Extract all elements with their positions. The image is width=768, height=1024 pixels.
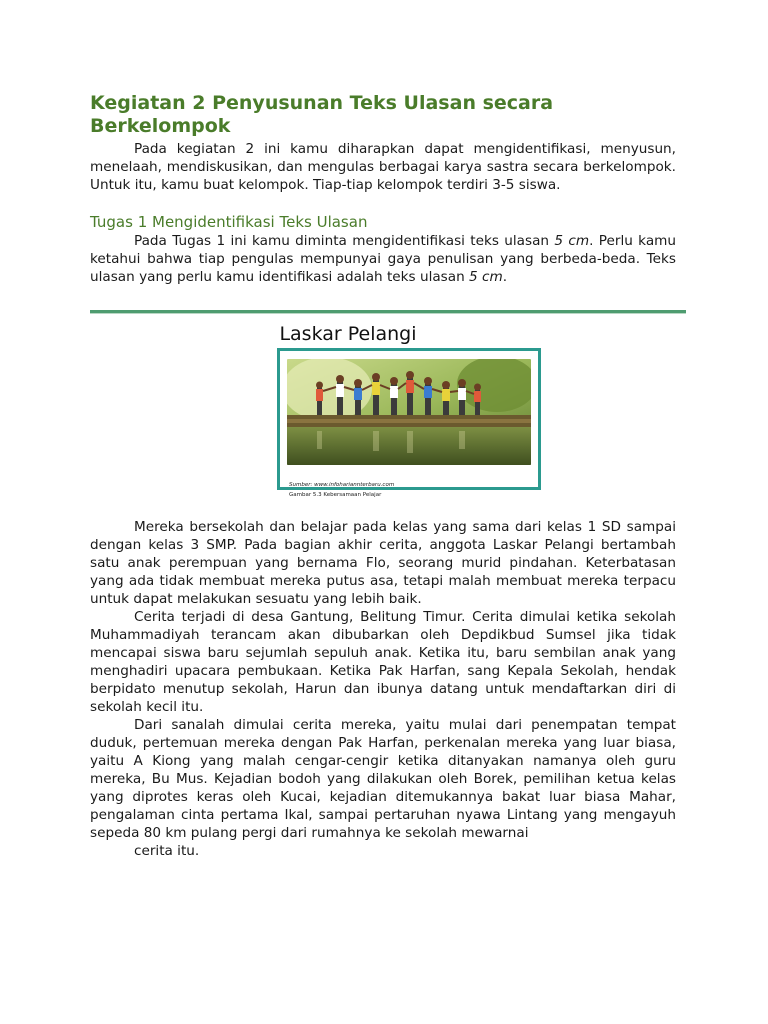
figure-frame bbox=[277, 348, 541, 498]
task-paragraph bbox=[90, 232, 676, 286]
section-divider bbox=[90, 310, 686, 314]
task-title: Tugas 1 Mengidentifikasi Teks Ulasan bbox=[90, 213, 368, 231]
story-paragraph-1: Mereka bersekolah dan belajar pada kelas yang sama dari kelas 1 SD sampai dengan kelas 3 SMP. Pada bagian akhir cerita, anggota Laskar Pelangi bertambah satu anak perempuan yang bernama Flo, seorang murid pindahan. Keterbatasan yang ada tidak membuat mereka putus asa, tetapi malah membuat mereka terpacu untuk dapat melakukan sesuatu yang lebih baik. bbox=[90, 519, 676, 607]
task-text-c: . bbox=[502, 269, 508, 285]
story-body bbox=[90, 518, 676, 860]
task-emphasis-b: 5 cm bbox=[469, 269, 503, 285]
task-emphasis-a: 5 cm bbox=[554, 233, 590, 249]
page-title: Kegiatan 2 Penyusunan Teks Ulasan secara Berkelompok bbox=[90, 92, 554, 137]
story-paragraph-tail: cerita itu. bbox=[134, 843, 200, 859]
story-paragraph-3: Dari sanalah dimulai cerita mereka, yaitu mulai dari penempatan tempat duduk, pertemuan mereka dengan Pak Harfan, perkenalan mereka yang luar biasa, yaitu A Kiong yang malah cengar-cengir ketika ditanyakan namanya oleh guru mereka, Bu Mus. Kejadian bodoh yang dilakukan oleh Borek, pemilihan ketua kelas yang diprotes keras oleh Kucai, kejadian ditemukannya bakat luar biasa Mahar, pengalaman cinta pertama Ikal, sampai pertaruhan nyawa Lintang yang mengayuh sepeda 80 km pulang pergi dari rumahnya ke sekolah mewarnai bbox=[90, 717, 676, 841]
children-photo bbox=[287, 359, 531, 465]
intro-paragraph: Pada kegiatan 2 ini kamu diharapkan dapat mengidentifikasi, menyusun, menelaah, mendiskusikan, dan mengulas berbagai karya sastra secara berkelompok. Untuk itu, kamu buat kelompok. Tiap-tiap kelompok terdiri 3-5 siswa. bbox=[90, 141, 676, 193]
story-title: Laskar Pelangi bbox=[279, 323, 417, 345]
task-text-a: Pada Tugas 1 ini kamu diminta mengidentifikasi teks ulasan bbox=[134, 233, 555, 249]
photo-illustration bbox=[287, 359, 531, 465]
figure-caption: Gambar 5.3 Kebersamaan Pelajar bbox=[289, 492, 382, 498]
task-text-b: . Perlu kamu ketahui bahwa tiap pengulas mempunyai gaya penulisan yang berbeda-beda. Teks ulasan yang perlu kamu identifikasi adalah teks ulasan bbox=[90, 233, 677, 285]
story-paragraph-2: Cerita terjadi di desa Gantung, Belitung Timur. Cerita dimulai ketika sekolah Muhammadiyah terancam akan dibubarkan oleh Depdikbud Sumsel jika tidak mencapai siswa baru sejumlah sepuluh anak. Ketika itu, baru sembilan anak yang menghadiri upacara pembukaan. Ketika Pak Harfan, sang Kepala Sekolah, hendak berpidato menutup sekolah, Harun dan ibunya datang untuk mendaftarkan diri di sekolah kecil itu. bbox=[90, 609, 676, 715]
figure-source: Sumber: www.infohariannterbaru.com bbox=[289, 482, 395, 488]
